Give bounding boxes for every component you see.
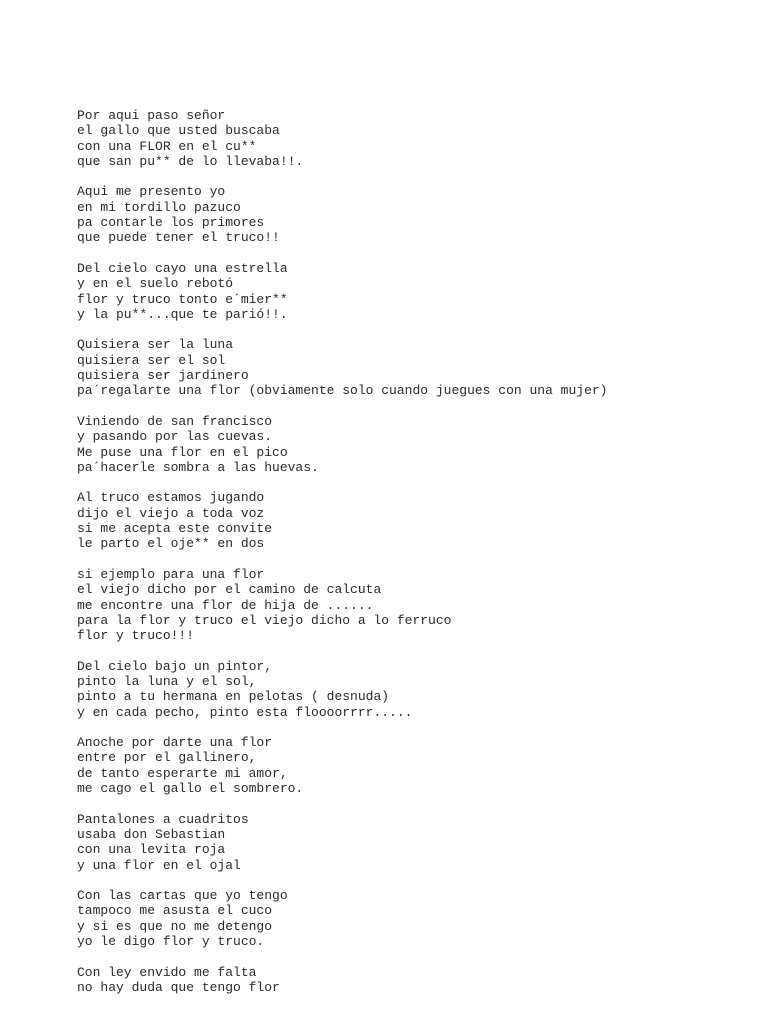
poem-line: quisiera ser el sol: [77, 352, 226, 368]
poem-line: y si es que no me detengo: [77, 918, 273, 934]
poem-line: entre por el gallinero,: [77, 750, 257, 766]
stanza: [77, 261, 757, 322]
poem-line: y en cada pecho, pinto esta floooorrrr.....: [77, 704, 413, 720]
poem-line: el viejo dicho por el camino de calcuta: [77, 582, 382, 598]
stanza: [77, 490, 757, 551]
poem-line: con una FLOR en el cu**: [77, 138, 257, 154]
poem-line: Por aqui paso señor: [77, 108, 226, 123]
poem-line: y una flor en el ojal: [77, 857, 241, 873]
poem-line: Quisiera ser la luna: [77, 337, 234, 353]
poem-line: Viniendo de san francisco: [77, 413, 273, 429]
stanza: [77, 812, 757, 873]
poem-line: Del cielo cayo una estrella: [77, 260, 288, 276]
poem-line: pa contarle los primores: [77, 215, 265, 231]
stanza: [77, 184, 757, 245]
poem-line: y la pu**...que te parió!!.: [77, 306, 288, 322]
poem-line: flor y truco tonto e´mier**: [77, 291, 288, 307]
poem-text: [77, 108, 757, 1011]
poem-line: de tanto esperarte mi amor,: [77, 765, 288, 781]
stanza: [77, 965, 757, 996]
stanza: [77, 567, 757, 643]
poem-line: Anoche por darte una flor: [77, 735, 273, 751]
poem-line: tampoco me asusta el cuco: [77, 903, 273, 919]
stanza: [77, 659, 757, 720]
poem-line: Al truco estamos jugando: [77, 490, 265, 506]
poem-line: pinto a tu hermana en pelotas ( desnuda): [77, 689, 390, 705]
poem-line: quisiera ser jardinero: [77, 368, 249, 384]
poem-line: Pantalones a cuadritos: [77, 811, 249, 827]
poem-line: y en el suelo rebotó: [77, 276, 234, 292]
poem-line: Me puse una flor en el pico: [77, 444, 288, 460]
poem-line: en mi tordillo pazuco: [77, 199, 241, 215]
poem-line: me encontre una flor de hija de ......: [77, 597, 374, 613]
poem-line: que puede tener el truco!!: [77, 230, 280, 246]
poem-line: si me acepta este convite: [77, 521, 273, 537]
stanza: [77, 337, 757, 398]
poem-line: le parto el oje** en dos: [77, 536, 265, 552]
poem-line: Con las cartas que yo tengo: [77, 888, 288, 904]
poem-line: Aqui me presento yo: [77, 184, 226, 200]
poem-line: pa´regalarte una flor (obviamente solo cuando juegues con una mujer): [77, 383, 608, 399]
poem-line: usaba don Sebastian: [77, 826, 226, 842]
poem-line: me cago el gallo el sombrero.: [77, 781, 304, 797]
poem-line: pa´hacerle sombra a las huevas.: [77, 459, 319, 475]
poem-line: si ejemplo para una flor: [77, 566, 265, 582]
poem-line: el gallo que usted buscaba: [77, 123, 280, 139]
poem-line: Con ley envido me falta: [77, 964, 257, 980]
stanza: [77, 108, 757, 169]
poem-line: dijo el viejo a toda voz: [77, 505, 265, 521]
poem-line: Del cielo bajo un pintor,: [77, 658, 273, 674]
poem-line: pinto la luna y el sol,: [77, 673, 257, 689]
poem-line: con una levita roja: [77, 842, 226, 858]
poem-line: y pasando por las cuevas.: [77, 429, 273, 445]
stanza: [77, 735, 757, 796]
poem-line: flor y truco!!!: [77, 628, 195, 644]
poem-line: que san pu** de lo llevaba!!.: [77, 153, 304, 169]
poem-line: no hay duda que tengo flor: [77, 979, 280, 995]
stanza: [77, 888, 757, 949]
stanza: [77, 414, 757, 475]
poem-line: yo le digo flor y truco.: [77, 934, 265, 950]
poem-line: para la flor y truco el viejo dicho a lo ferruco: [77, 612, 452, 628]
